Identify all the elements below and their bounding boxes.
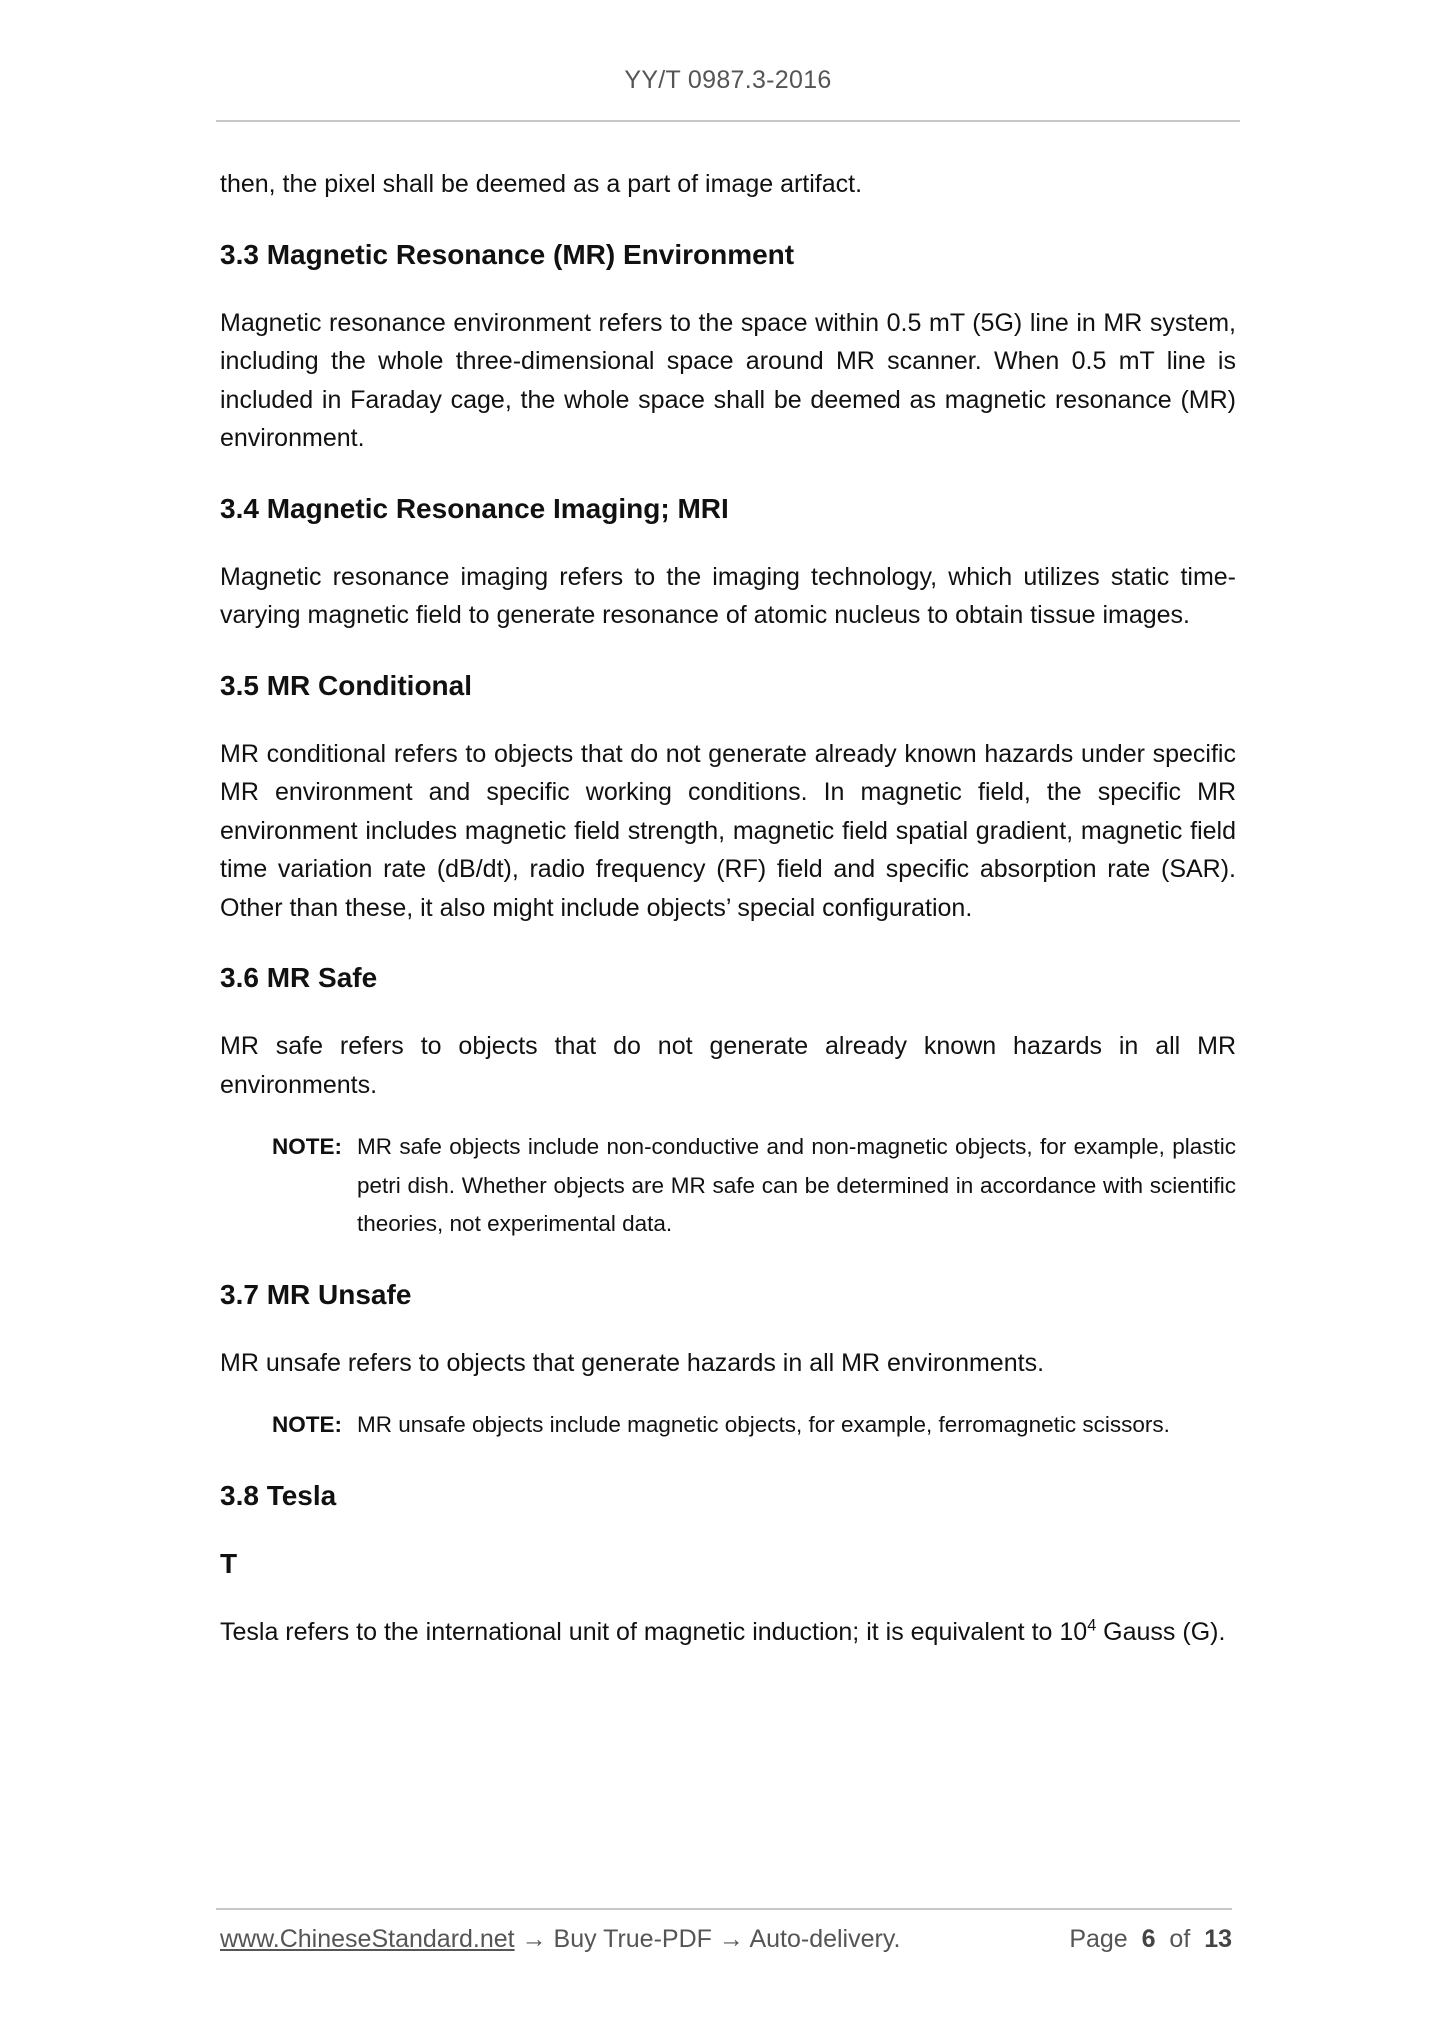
of-word: of bbox=[1169, 1925, 1191, 1953]
header-divider bbox=[216, 120, 1240, 122]
section-3-7-note bbox=[272, 1406, 1236, 1445]
section-3-6-note bbox=[272, 1128, 1236, 1244]
tesla-text-start: Tesla refers to the international unit of magnetic induction; it is equivalent to 10 bbox=[220, 1617, 1088, 1646]
note-text: MR safe objects include non-conductive and non-magnetic objects, for example, plastic petri dish. Whether objects are MR safe can be determined in accordance with scientific theories, not experimental data. bbox=[357, 1134, 1236, 1236]
section-3-6-text: MR safe refers to objects that do not generate already known hazards in all MR environments. bbox=[220, 1032, 1236, 1099]
section-3-7-heading: 3.7 MR Unsafe bbox=[220, 1278, 412, 1310]
footer-divider bbox=[216, 1908, 1232, 1910]
section-3-6-heading: 3.6 MR Safe bbox=[220, 962, 378, 993]
total-pages: 13 bbox=[1204, 1925, 1232, 1953]
section-3-4-text: Magnetic resonance imaging refers to the imaging technology, which utilizes static time-varying magnetic field to generate resonance of atomic nucleus to obtain tissue images. bbox=[220, 562, 1236, 629]
page-header-doc-id: YY/T 0987.3-2016 bbox=[624, 66, 832, 94]
website-link[interactable]: www.ChineseStandard.net bbox=[220, 1925, 515, 1953]
page-content bbox=[220, 165, 1236, 1651]
auto-delivery-text: Auto-delivery. bbox=[749, 1925, 901, 1953]
section-3-8-text bbox=[220, 1613, 1236, 1652]
arrow-right-icon: → bbox=[521, 1925, 547, 1953]
note-label: NOTE: bbox=[272, 1134, 342, 1159]
section-3-4-heading: 3.4 Magnetic Resonance Imaging; MRI bbox=[220, 492, 729, 524]
buy-true-pdf-text: Buy True-PDF bbox=[553, 1925, 712, 1953]
arrow-right-icon: → bbox=[718, 1925, 744, 1953]
lead-paragraph: then, the pixel shall be deemed as a part of image artifact. bbox=[220, 170, 863, 198]
page-word: Page bbox=[1069, 1925, 1128, 1953]
section-3-7-text: MR unsafe refers to objects that generate hazards in all MR environments. bbox=[220, 1348, 1045, 1377]
note-label: NOTE: bbox=[272, 1412, 342, 1437]
current-page: 6 bbox=[1141, 1925, 1156, 1953]
section-3-5-text: MR conditional refers to objects that do not generate already known hazards under specific MR environment and specific working conditions. In magnetic field, the specific MR environment includes magnetic field strength, magnetic field spatial gradient, magnetic field time variation rate (dB/dt), radio frequency (RF) field and specific absorption rate (SAR). Other than these, it also might include objects’ special configuration. bbox=[220, 739, 1236, 922]
note-text: MR unsafe objects include magnetic objects, for example, ferromagnetic scissors. bbox=[357, 1412, 1170, 1437]
page-footer bbox=[220, 1925, 1232, 1954]
page-number bbox=[1069, 1925, 1232, 1954]
tesla-text-end: Gauss (G). bbox=[1096, 1617, 1226, 1646]
section-3-3-heading: 3.3 Magnetic Resonance (MR) Environment bbox=[220, 238, 795, 270]
section-3-8-symbol: T bbox=[220, 1547, 238, 1579]
section-3-3-text: Magnetic resonance environment refers to the space within 0.5 mT (5G) line in MR system, including the whole three-dimensional space around MR scanner. When 0.5 mT line is included in Faraday cage, the whole space shall be deemed as magnetic resonance (MR) environment. bbox=[220, 308, 1236, 452]
section-3-5-heading: 3.5 MR Conditional bbox=[220, 669, 472, 701]
section-3-8-heading: 3.8 Tesla bbox=[220, 1479, 337, 1511]
tesla-exponent: 4 bbox=[1087, 1616, 1097, 1635]
